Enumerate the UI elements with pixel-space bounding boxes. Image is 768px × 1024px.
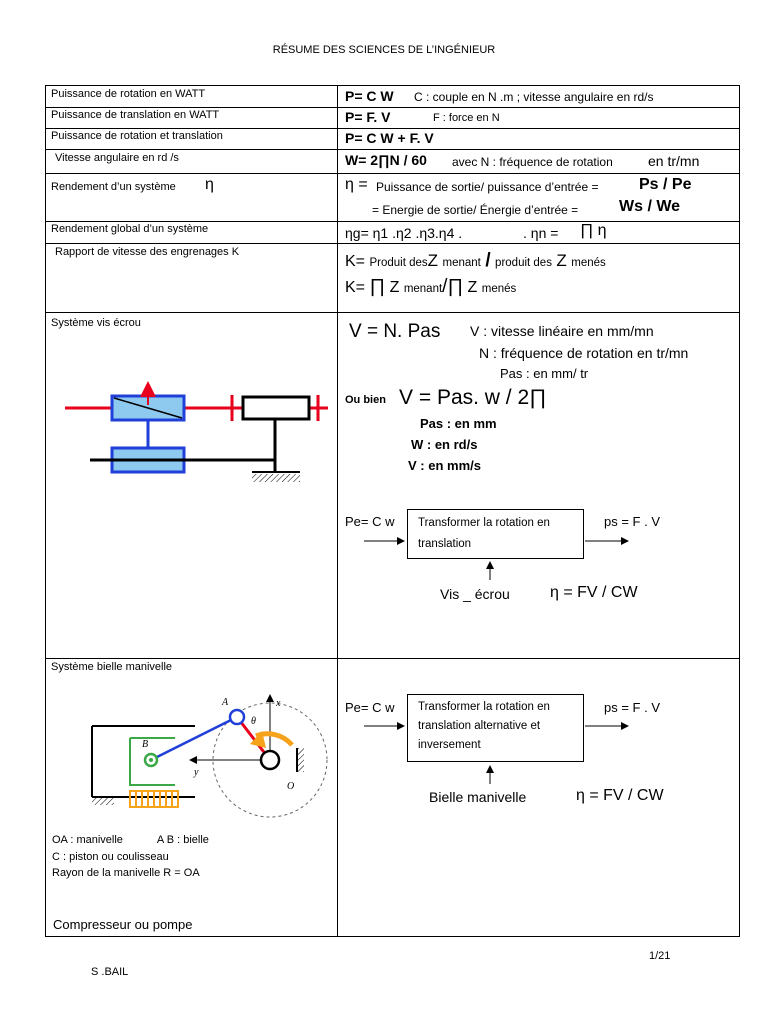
row-power-translation-label: Puissance de translation en WATT [51,109,220,121]
crank-box-line2: translation alternative et [418,720,541,732]
screw-or-label: Ou bien [345,394,386,406]
row-power-rotation-formula: P= C W [345,88,394,104]
screw-pitch-note: Pas : en mm/ tr [500,366,589,381]
theta-label: θ [251,716,256,727]
row-gear-ratio-line2: K= ∏ Z menant/∏ Z menés [345,276,517,297]
page-title: RÉSUME DES SCIENCES DE L’INGÉNIEUR [272,44,496,56]
screw-speed-note: V : vitesse linéaire en mm/mn [470,323,654,339]
crank-caption-1: OA : manivelle A B : bielle [52,834,209,846]
crank-output-power: ps = F . V [604,700,660,715]
author: S .BAIL [91,966,129,978]
point-b-label: B [142,739,149,750]
row-angular-speed-label: Vitesse angulaire en rd /s [55,152,179,164]
screw-efficiency: η = FV / CW [550,584,638,601]
crank-caption-3: Rayon de la manivelle R = OA [52,867,200,879]
row-angular-speed-note: avec N : fréquence de rotation [452,155,613,169]
point-a-label: A [222,697,229,708]
screw-system-name: Vis _ écrou [440,586,510,602]
row-power-combined-formula: P= C W + F. V [345,130,434,146]
screw-box-line1: Transformer la rotation en [418,517,550,529]
crank-caption-2: C : piston ou coulisseau [52,851,169,863]
bearing-block [243,397,309,419]
row-gear-ratio-line1: K= Produit desZ menant / produit des Z menés [345,250,606,271]
row-efficiency-line2-ratio: Ws / We [619,198,681,215]
x-axis-label: x [276,698,281,709]
y-axis-label: y [194,767,199,778]
row-efficiency-line2: = Energie de sortie/ Énergie d’entrée = [372,203,579,217]
point-o-label: O [287,781,295,792]
crank-input-power: Pe= C w [345,700,395,715]
screw-nut-figure [65,383,328,482]
screw-input-power: Pe= C w [345,514,395,529]
row-global-efficiency-label: Rendement global d’un système [51,223,209,235]
row-global-efficiency-formula-a: ηg= η1 .η2 .η3.η4 . [345,225,463,241]
row-power-translation-formula: P= F. V [345,109,391,125]
row-crank-label: Système bielle manivelle [51,661,173,673]
crank-rod-figure [92,695,327,817]
cylinder-wall [92,726,195,797]
row-efficiency-line1: Puissance de sortie/ puissance d’entrée = [376,180,599,194]
crank-caption-4: Compresseur ou pompe [53,917,193,932]
row-efficiency-label: Rendement d’un système [51,181,176,193]
row-power-combined-label: Puissance de rotation et translation [51,130,223,142]
screw-speed-formula: V = N. Pas [349,321,441,342]
row-efficiency-eta: η [205,176,214,193]
crank-system-name: Bielle manivelle [429,789,527,805]
screw-speed-formula-2: V = Pas. w / 2∏ [399,386,547,409]
screw-rotation-note: N : fréquence de rotation en tr/mn [479,345,689,361]
crank-efficiency: η = FV / CW [576,787,664,804]
row-gear-ratio-label: Rapport de vitesse des engrenages K [55,246,240,258]
row-global-efficiency-formula-b: . ηn = [523,225,559,241]
row-power-rotation-label: Puissance de rotation en WATT [51,88,206,100]
row-screw-nut-label: Système vis écrou [51,317,141,329]
row-global-efficiency-formula-c: ∏ η [580,222,607,239]
crank-box-line3: inversement [418,739,481,751]
row-power-rotation-note: C : couple en N .m ; vitesse angulaire en rd/s [414,90,654,104]
page-number: 1/21 [649,950,671,962]
screw-pitch-unit: Pas : en mm [420,416,497,431]
screw-box-line2: translation [418,538,472,550]
row-angular-speed-formula: W= 2∏N / 60 [345,152,427,168]
row-power-translation-note: F : force en N [433,112,500,124]
row-efficiency-line1-ratio: Ps / Pe [639,176,692,193]
ground-hatch [252,474,300,482]
screw-w-unit: W : en rd/s [411,437,478,452]
crank-box-line1: Transformer la rotation en [418,701,550,713]
screw-v-unit: V : en mm/s [408,458,481,473]
row-efficiency-eta-eq: η = [345,176,368,193]
screw-output-power: ps = F . V [604,514,660,529]
row-angular-speed-unit: en tr/mn [648,153,700,169]
